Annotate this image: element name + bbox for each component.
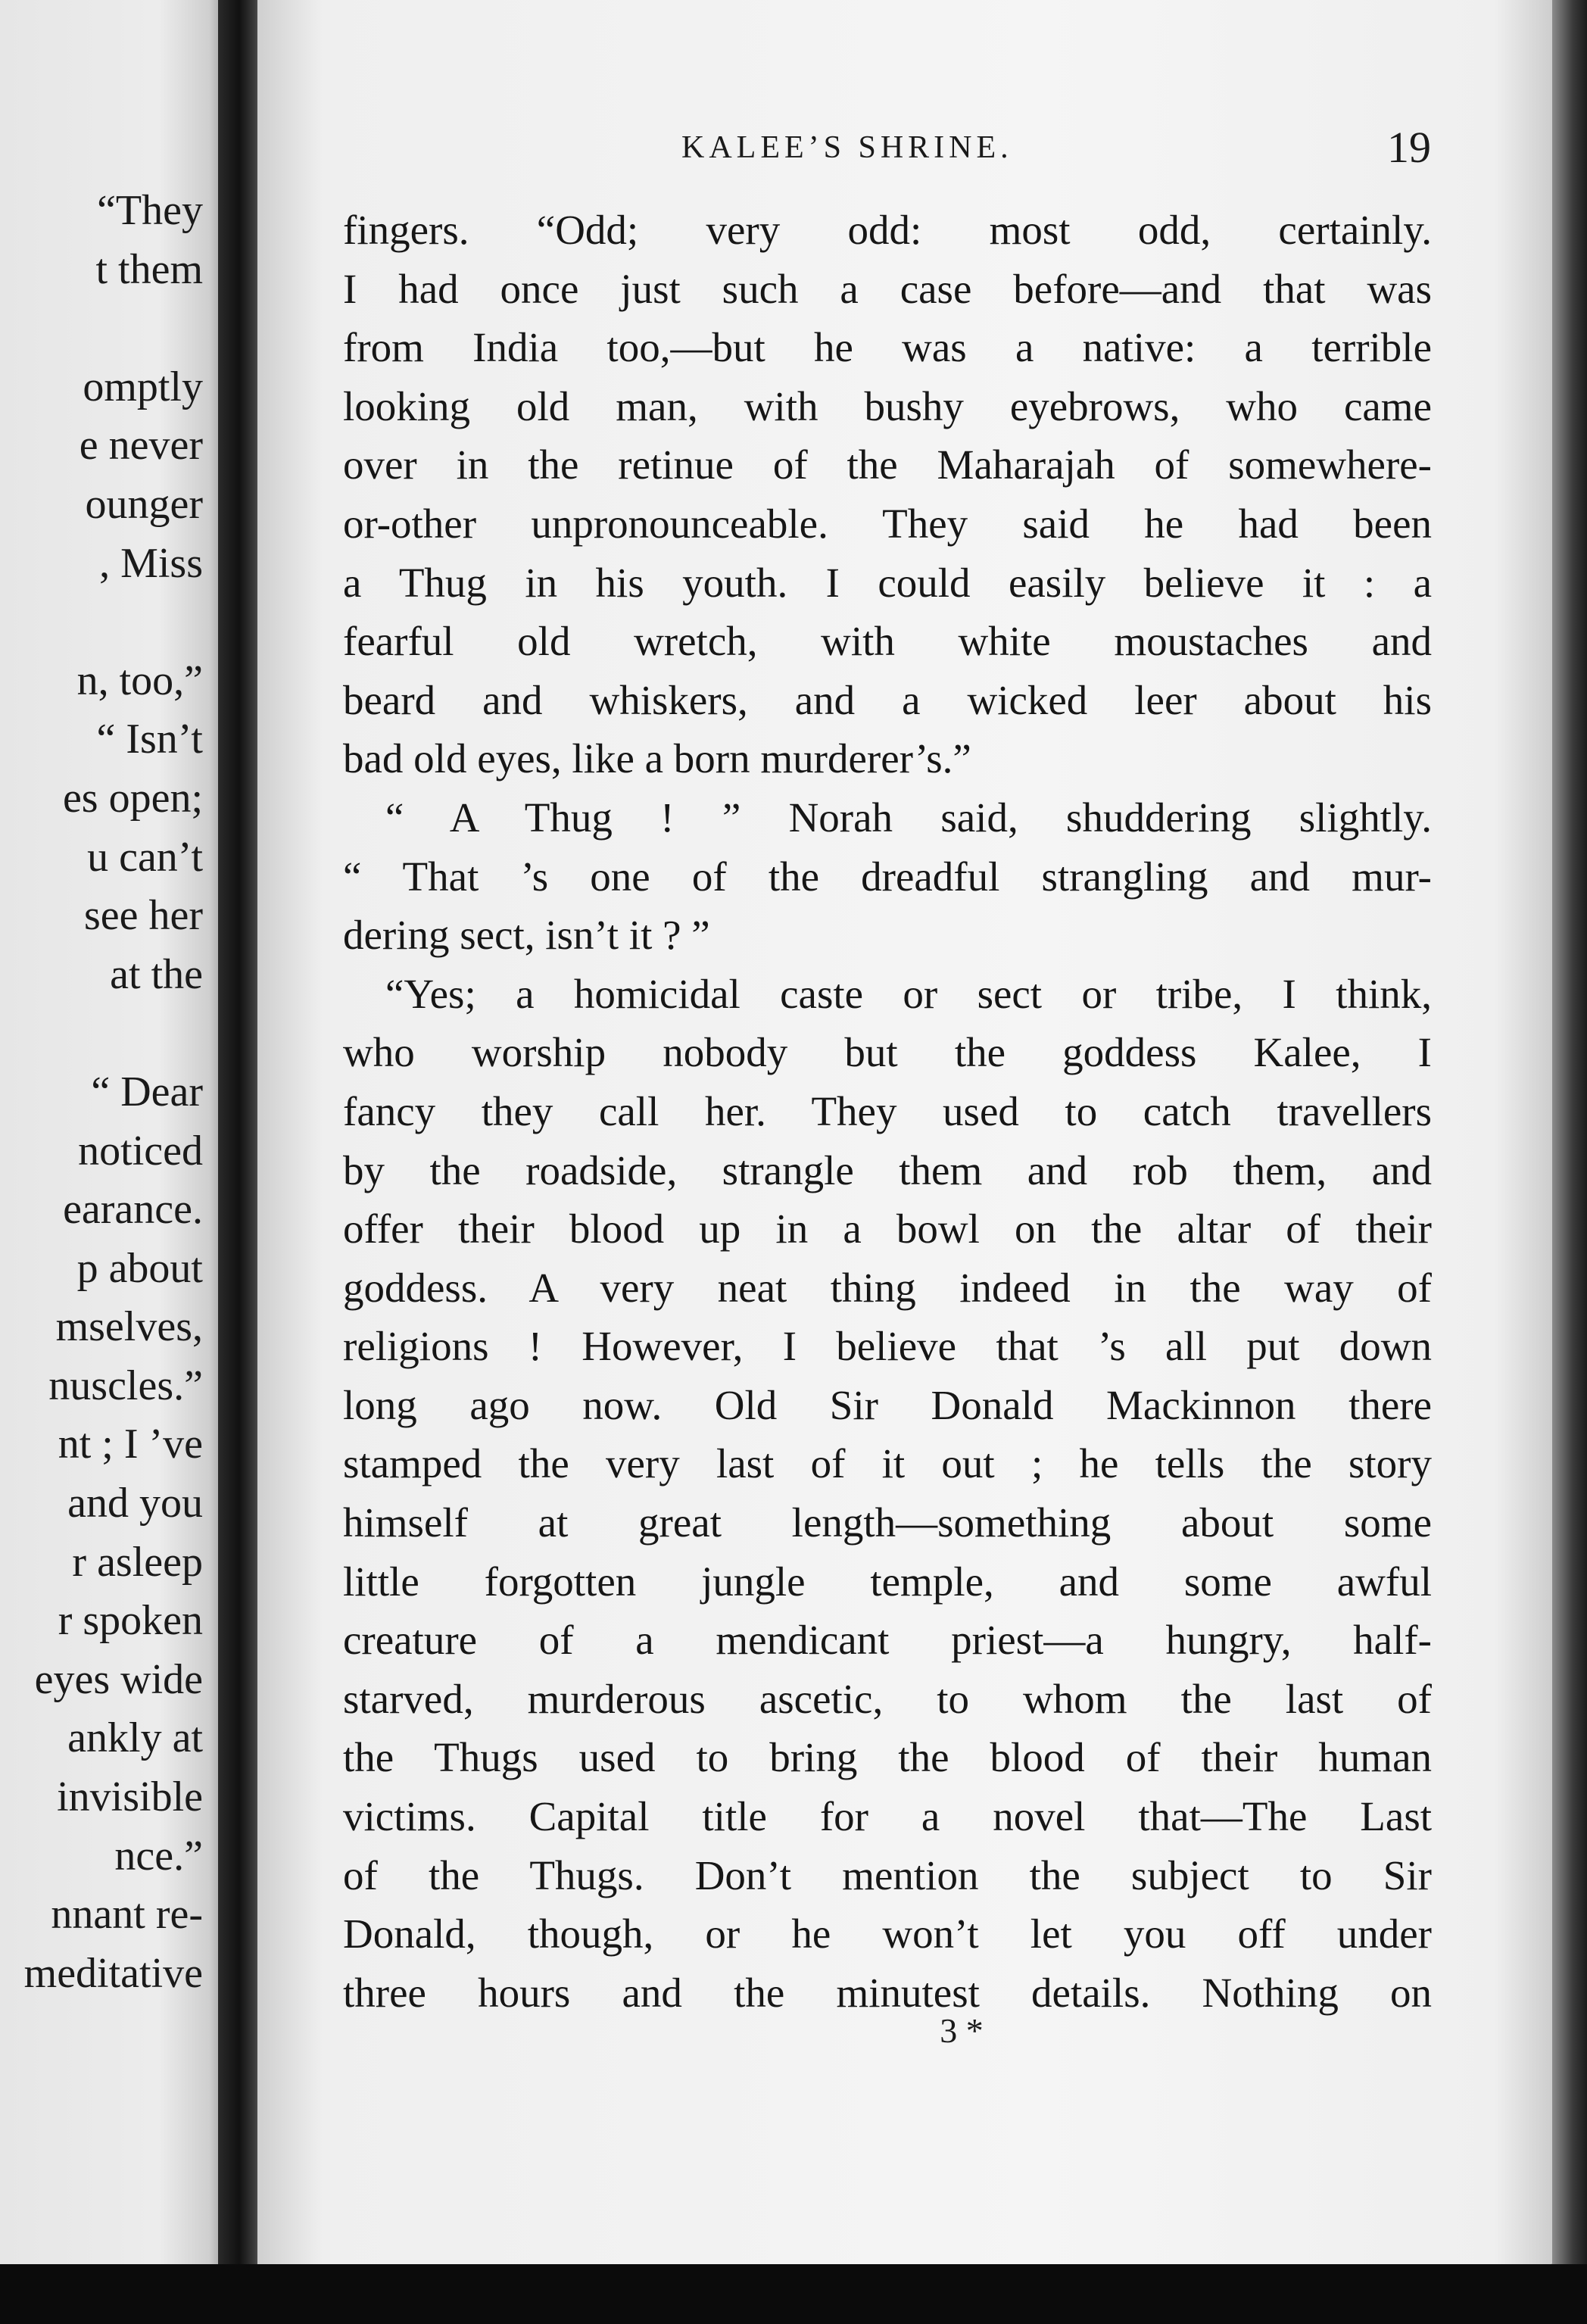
- text-line: ankly at: [67, 1714, 203, 1762]
- page-number: 19: [1387, 123, 1431, 172]
- body-text: [343, 201, 1432, 2022]
- text-line: dering sect, isn’t it ? ”: [343, 912, 710, 959]
- text-line: little forgotten jungle temple, and some awful: [343, 1558, 1432, 1605]
- text-line: “ That ’s one of the dreadful strangling and mur-: [343, 853, 1432, 900]
- text-line: noticed: [78, 1127, 203, 1174]
- text-line: three hours and the minutest details. Nothing on: [343, 1969, 1432, 2016]
- text-line: stamped the very last of it out ; he tells the story: [343, 1440, 1432, 1487]
- running-head: [257, 121, 1560, 174]
- text-line: t them: [95, 245, 203, 293]
- text-line: nce.”: [114, 1832, 203, 1879]
- text-line: creature of a mendicant priest—a hungry, half-: [343, 1617, 1432, 1664]
- text-line: himself at great length—something about some: [343, 1499, 1432, 1546]
- text-line: r spoken: [58, 1597, 203, 1645]
- text-line: nuscles.”: [48, 1362, 203, 1409]
- text-line: who worship nobody but the goddess Kalee, I: [343, 1029, 1432, 1076]
- text-line: omptly: [83, 363, 203, 410]
- text-line: “They: [97, 187, 203, 234]
- text-line: “ Dear: [91, 1068, 203, 1115]
- text-line: eyes wide: [34, 1655, 203, 1703]
- text-line: starved, murderous ascetic, to whom the last of: [343, 1675, 1432, 1722]
- text-line: e never: [79, 422, 203, 469]
- text-line: I had once just such a case before—and that was: [343, 265, 1432, 312]
- text-line: by the roadside, strangle them and rob them, and: [343, 1146, 1432, 1193]
- text-line: fearful old wretch, with white moustaches and: [343, 618, 1432, 665]
- text-line: u can’t: [87, 833, 203, 881]
- text-line: beard and whiskers, and a wicked leer about his: [343, 676, 1432, 723]
- text-line: the Thugs used to bring the blood of their human: [343, 1734, 1432, 1781]
- text-line: mselves,: [55, 1303, 203, 1351]
- text-line: es open;: [62, 774, 203, 822]
- text-line: goddess. A very neat thing indeed in the way of: [343, 1264, 1432, 1311]
- text-line: “ Isn’t: [96, 716, 203, 763]
- text-line: fingers. “Odd; very odd: most odd, certainly.: [343, 207, 1432, 253]
- running-title: KALEE’S SHRINE.: [681, 130, 1013, 165]
- text-line: [0, 593, 203, 652]
- signature-mark: 3 *: [940, 2011, 984, 2050]
- text-line: nnant re-: [51, 1891, 203, 1939]
- text-line: r asleep: [72, 1538, 203, 1586]
- text-line: n, too,”: [76, 657, 203, 704]
- text-line: earance.: [63, 1186, 203, 1234]
- page-edge: [1552, 0, 1587, 2272]
- text-line: religions ! However, I believe that ’s all put down: [343, 1323, 1432, 1370]
- left-page-text: [0, 182, 203, 2003]
- text-line: looking old man, with bushy eyebrows, who came: [343, 382, 1432, 429]
- text-line: a Thug in his youth. I could easily believe it : a: [343, 559, 1432, 606]
- text-line: nt ; I ’ve: [58, 1421, 203, 1468]
- text-line: from India too,—but he was a native: a terrible: [343, 324, 1432, 371]
- text-line: or-other unpronounceable. They said he had been: [343, 500, 1432, 547]
- text-line: over in the retinue of the Maharajah of somewhere-: [343, 441, 1432, 488]
- text-line: at the: [110, 950, 203, 998]
- text-line: victims. Capital title for a novel that—The Last: [343, 1793, 1432, 1840]
- text-line: [0, 299, 203, 358]
- text-line: of the Thugs. Don’t mention the subject to Sir: [343, 1851, 1432, 1898]
- text-line: p about: [76, 1244, 203, 1292]
- text-line: and you: [67, 1480, 203, 1527]
- text-line: invisible: [57, 1773, 203, 1821]
- text-line: , Miss: [99, 539, 203, 587]
- text-line: long ago now. Old Sir Donald Mackinnon there: [343, 1381, 1432, 1428]
- text-line: fancy they call her. They used to catch travellers: [343, 1087, 1432, 1134]
- right-page: [257, 0, 1560, 2264]
- text-line: [0, 1004, 203, 1063]
- text-line: bad old eyes, like a born murderer’s.”: [343, 735, 971, 782]
- text-line: ounger: [85, 480, 203, 528]
- text-line: offer their blood up in a bowl on the altar of their: [343, 1206, 1432, 1252]
- background-band: [0, 2264, 1587, 2324]
- text-line: “Yes; a homicidal caste or sect or tribe, I think,: [385, 970, 1432, 1017]
- text-line: see her: [83, 892, 203, 940]
- left-page: [0, 0, 227, 2272]
- text-line: meditative: [23, 1949, 203, 1997]
- text-line: Donald, though, or he won’t let you off under: [343, 1911, 1432, 1957]
- text-line: “ A Thug ! ” Norah said, shuddering slightly.: [385, 794, 1432, 841]
